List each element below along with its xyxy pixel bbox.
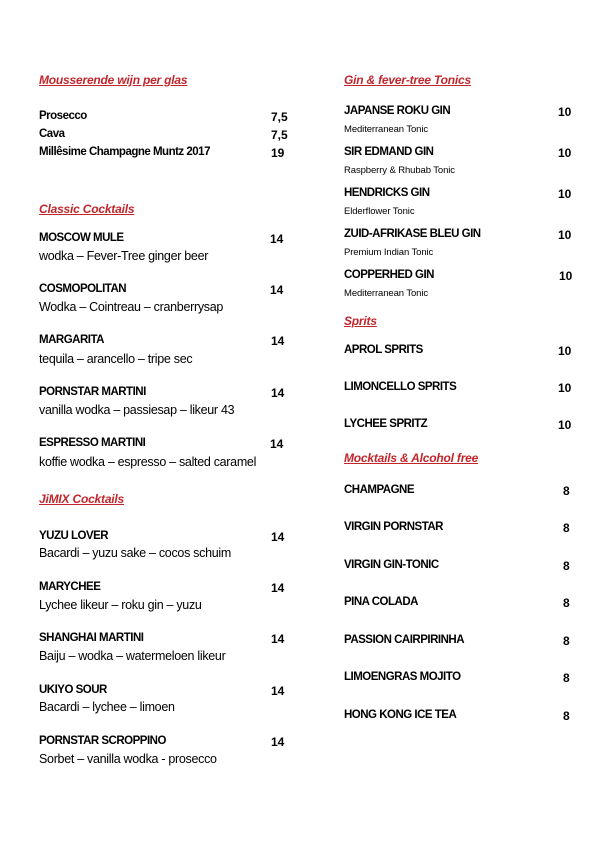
sprits-item-name: APROL SPRITS (344, 344, 423, 356)
mocktail-item-name: LIMOENGRAS MOJITO (344, 671, 461, 683)
classic-item-name: MARGARITA (39, 334, 104, 346)
classic-item-price: 14 (271, 386, 285, 400)
jimix-item-name: YUZU LOVER (39, 530, 109, 542)
gin-item-name: JAPANSE ROKU GIN (344, 105, 451, 117)
gin-item-tonic: Premium Indian Tonic (344, 247, 434, 258)
gin-item-price: 10 (558, 146, 572, 160)
gin-item-price: 10 (558, 228, 572, 242)
classic-item-desc: koffie wodka – espresso – salted caramel (39, 455, 257, 469)
jimix-section-title: JiMIX Cocktails (39, 492, 125, 506)
classic-item-name: COSMOPOLITAN (39, 283, 127, 295)
jimix-item-name: MARYCHEE (39, 581, 101, 593)
mocktail-item-price: 8 (563, 521, 570, 535)
jimix-item-name: SHANGHAI MARTINI (39, 632, 144, 644)
sparkling-item-price: 7,5 (271, 128, 288, 142)
jimix-item-desc: Sorbet – vanilla wodka - prosecco (39, 752, 217, 766)
classic-item-desc: Wodka – Cointreau – cranberrysap (39, 300, 224, 314)
jimix-item-name: UKIYO SOUR (39, 684, 107, 696)
sparkling-item-name: Prosecco (39, 110, 87, 122)
mocktail-item-price: 8 (563, 484, 570, 498)
classic-item-price: 14 (270, 437, 284, 451)
sprits-item-price: 10 (558, 418, 572, 432)
sparkling-item-price: 7,5 (271, 110, 288, 124)
gin-section-title: Gin & fever-tree Tonics (344, 73, 471, 87)
classic-item-desc: tequila – arancello – tripe sec (39, 352, 193, 366)
mocktail-item-name: HONG KONG ICE TEA (344, 709, 457, 721)
mocktail-item-name: PASSION CAIRPIRINHA (344, 634, 464, 646)
classic-item-price: 14 (270, 283, 284, 297)
mocktail-item-price: 8 (563, 559, 570, 573)
jimix-item-name: PORNSTAR SCROPPINO (39, 735, 166, 747)
gin-item-price: 10 (558, 105, 572, 119)
jimix-item-price: 14 (271, 632, 285, 646)
gin-item-name: COPPERHED GIN (344, 269, 434, 281)
sprits-item-price: 10 (558, 344, 572, 358)
mocktail-item-name: PINA COLADA (344, 596, 418, 608)
gin-item-name: HENDRICKS GIN (344, 187, 430, 199)
mocktail-item-price: 8 (563, 709, 570, 723)
gin-item-price: 10 (558, 187, 572, 201)
gin-item-tonic: Elderflower Tonic (344, 206, 415, 217)
gin-item-tonic: Mediterranean Tonic (344, 124, 429, 135)
jimix-item-desc: Lychee likeur – roku gin – yuzu (39, 598, 202, 612)
mocktail-item-name: VIRGIN GIN-TONIC (344, 559, 439, 571)
classic-item-name: MOSCOW MULE (39, 232, 124, 244)
mocktail-item-price: 8 (563, 634, 570, 648)
classic-item-desc: wodka – Fever-Tree ginger beer (39, 249, 209, 263)
gin-item-price: 10 (559, 269, 573, 283)
sprits-section-title: Sprits (344, 314, 377, 328)
gin-item-tonic: Mediterranean Tonic (344, 288, 429, 299)
classic-item-price: 14 (270, 232, 284, 246)
gin-item-name: ZUID-AFRIKASE BLEU GIN (344, 228, 481, 240)
sparkling-item-price: 19 (271, 146, 285, 160)
gin-item-name: SIR EDMAND GIN (344, 146, 434, 158)
classic-item-name: ESPRESSO MARTINI (39, 437, 146, 449)
classic-item-price: 14 (271, 334, 285, 348)
mocktail-item-price: 8 (563, 596, 570, 610)
mocktail-item-price: 8 (563, 671, 570, 685)
classic-section-title: Classic Cocktails (39, 202, 135, 216)
jimix-item-desc: Baiju – wodka – watermeloen likeur (39, 649, 226, 663)
gin-item-tonic: Raspberry & Rhubab Tonic (344, 165, 455, 176)
mocktails-section-title: Mocktails & Alcohol free (344, 451, 479, 465)
sprits-item-name: LIMONCELLO SPRITS (344, 381, 457, 393)
jimix-item-price: 14 (271, 530, 285, 544)
jimix-item-price: 14 (271, 735, 285, 749)
sparkling-item-name: Millêsime Champagne Muntz 2017 (39, 146, 210, 158)
classic-item-name: PORNSTAR MARTINI (39, 386, 146, 398)
jimix-item-price: 14 (271, 581, 285, 595)
jimix-item-price: 14 (271, 684, 285, 698)
sprits-item-name: LYCHEE SPRITZ (344, 418, 428, 430)
mocktail-item-name: VIRGIN PORNSTAR (344, 521, 443, 533)
sparkling-item-name: Cava (39, 128, 65, 140)
sprits-item-price: 10 (558, 381, 572, 395)
jimix-item-desc: Bacardi – lychee – limoen (39, 700, 175, 714)
sparkling-section-title: Mousserende wijn per glas (39, 73, 188, 87)
jimix-item-desc: Bacardi – yuzu sake – cocos schuim (39, 546, 231, 560)
mocktail-item-name: CHAMPAGNE (344, 484, 415, 496)
classic-item-desc: vanilla wodka – passiesap – likeur 43 (39, 403, 235, 417)
